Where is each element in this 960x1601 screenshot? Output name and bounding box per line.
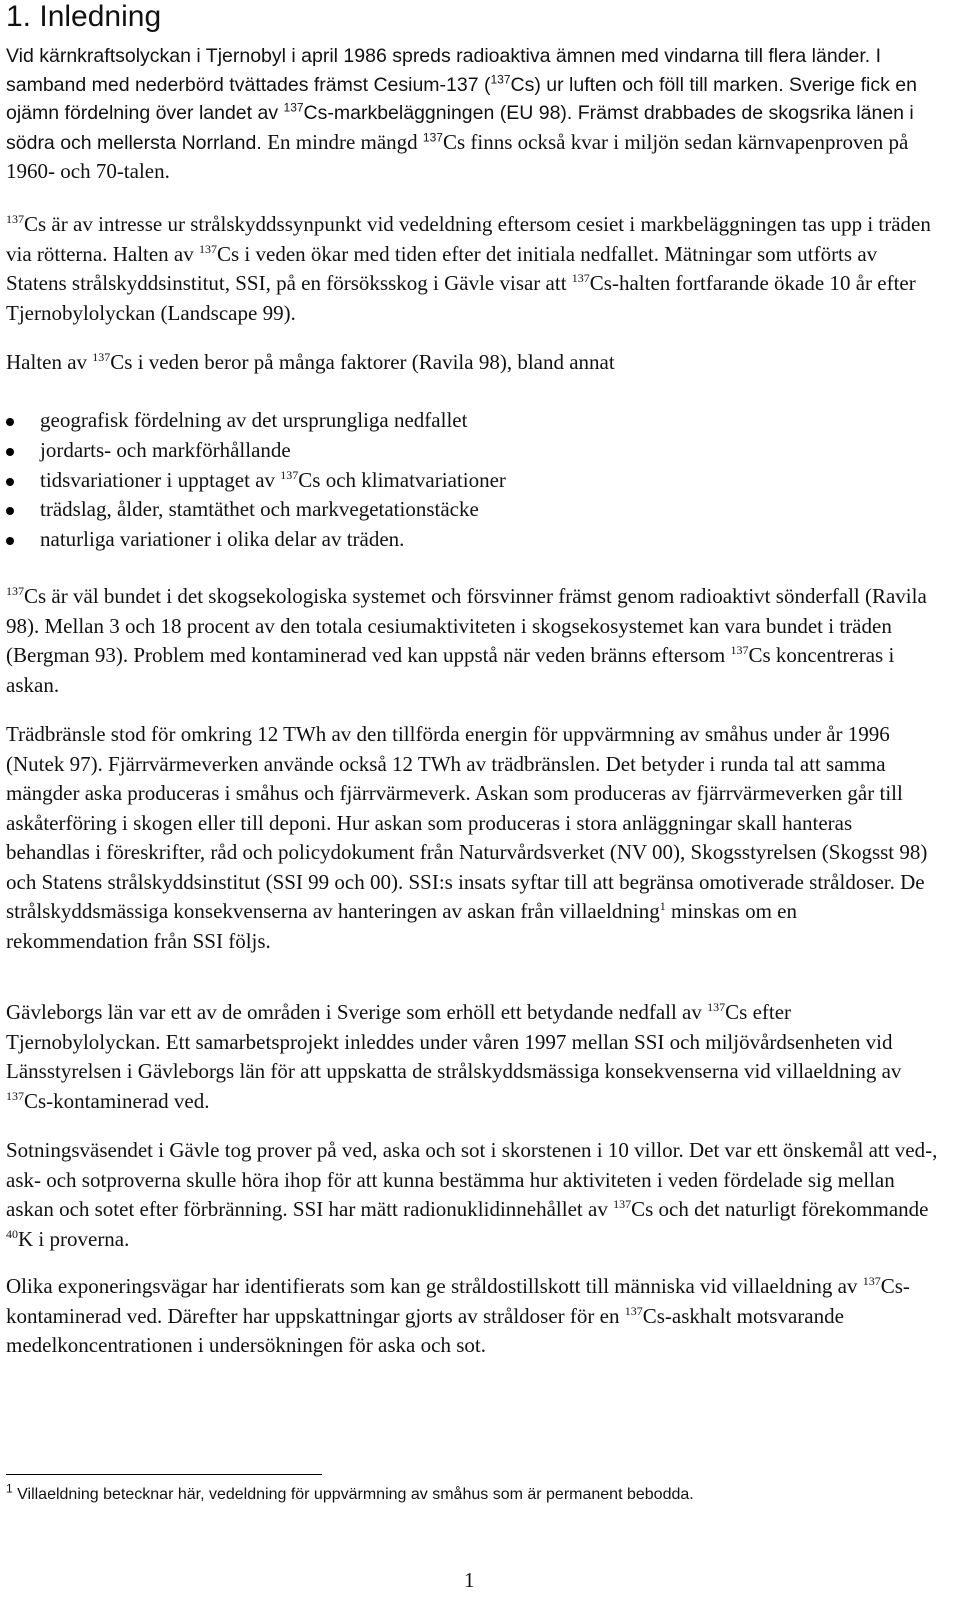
bullet-icon [6,507,14,515]
paragraph-exposure [6,1272,940,1361]
superscript: 137 [92,350,111,364]
text-run: Cs-markbeläggningen (EU 98). Främst drabbades de skogsrika länen i södra och mellersta Norrland. [6,102,914,154]
text-run: Cs koncentreras i askan. [6,643,895,697]
list-item [6,406,940,436]
list-item-text: trädslag, ålder, stamtäthet och markvegetationstäcke [40,497,479,522]
superscript: 137 [624,1303,643,1318]
paragraph-wood-fuel [6,720,940,956]
page-number: 1 [464,1568,475,1592]
text-run: Halten av [6,350,93,374]
footnote-text: Villaeldning betecknar här, vedeldning för uppvärmning av småhus som är permanent bebodda. [12,1486,694,1503]
list-item [6,466,940,496]
bullet-icon [6,448,14,456]
list-item-text: naturliga variationer i olika delar av träden. [40,527,405,552]
text-run: Cs är väl bundet i det skogsekologiska systemet och försvinner främst genom radioaktivt sönderfall (Ravila 98). Mellan 3 och 18 procent av den totala cesiumaktiviteten i skogsekosystemet kan vara bundet i träden (Bergman 93). Problem med kontaminerad ved kan uppstå när veden bränns eftersom [6,584,927,667]
text-run: Olika exponeringsvägar har identifierats som kan ge stråldostillskott till människa vid villaeldning av [6,1274,863,1298]
superscript: 137 [571,271,590,285]
superscript: 137 [707,1000,726,1014]
paragraph-gavleborg [6,998,940,1116]
superscript: 137 [6,584,24,598]
section-heading: 1. Inledning [6,0,162,33]
footnote-reference: 1 [659,899,666,913]
superscript: 137 [862,1274,881,1288]
list-item-text: jordarts- och markförhållande [40,437,291,462]
list-item-text: Cs och klimatvariationer [298,467,506,492]
paragraph-cs-interest [6,210,940,328]
factor-list [6,406,940,555]
text-run: K i proverna. [18,1226,130,1251]
text-run: minskas om en rekommendation från SSI följs. [6,899,797,953]
footnote [6,1481,694,1506]
paragraph-factors-intro [6,348,940,378]
text-run: Cs) ur luften och föll till marken. Sverige fick en ojämn fördelning över landet av [6,73,917,124]
bullet-icon [6,478,14,486]
text-run: En mindre mängd [267,129,423,154]
text-run: Gävleborgs län var ett av de områden i Sverige som erhöll ett betydande nedfall av [6,1000,708,1024]
paragraph-intro [6,42,940,187]
text-run: Cs och det naturligt förekommande [631,1197,929,1221]
text-run: Cs i veden ökar med tiden efter det initiala nedfallet. Mätningar som utförts av Statens strålskyddsinstitut, SSI, på en försöksskog i Gävle visar att [6,241,878,295]
text-run: Trädbränsle stod för omkring 12 TWh av den tillförda energin för uppvärmning av småhus under år 1996 (Nutek 97). Fjärrvärmeverken använde också 12 TWh av trädbränslen. Det betyder i runda tal att samma mängder aska produceras i småhus och fjärrvärmeverk. Askan som produceras av fjärrvärmeverken går till askåterföring i skogen eller till deponi. Hur askan som produceras i stora anläggningar skall hanteras behandlas i föreskrifter, råd och policydokument från Naturvårdsverket (NV 00), Skogsstyrelsen (Skogsst 98) och Statens strålskyddsinstitut (SSI 99 och 00). SSI:s insats syftar till att begränsa omotiverade stråldoser. De strålskyddsmässiga konsekvenserna av hanteringen av askan från villaeldning [6,722,928,923]
text-run: Vid kärnkraftsolyckan i Tjernobyl i april 1986 spreds radioaktiva ämnen med vindarna till flera länder. I samband med nederbörd tvättades främst Cesium-137 ( [6,45,882,96]
paragraph-ecosystem [6,582,940,700]
superscript: 40 [6,1226,18,1241]
text-run: Cs i veden beror på många faktorer (Ravila 98), bland annat [110,350,615,374]
text-run: Cs-halten fortfarande ökade 10 år efter Tjernobylolyckan (Landscape 99). [6,271,916,325]
bullet-icon [6,537,14,545]
text-run: Cs är av intresse ur strålskyddssynpunkt vid vedeldning eftersom cesiet i markbeläggningen tas upp i träden via rötterna. Halten av [6,212,931,266]
superscript: 137 [422,130,443,144]
superscript: 137 [490,72,511,86]
text-run: Sotningsväsendet i Gävle tog prover på ved, aska och sot i skorstenen i 10 villor. Det var ett önskemål att ved-, ask- och sotproverna skulle höra ihop för att kunna bestämma hur aktiviteten i veden fördelade sig mellan askan och sotet efter förbränning. SSI har mätt radionuklidinnehållet av [6,1138,938,1221]
paragraph-sampling [6,1136,940,1254]
text-run: Cs-askhalt motsvarande medelkoncentrationen i undersökningen för aska och sot. [6,1303,844,1357]
superscript: 137 [613,1197,632,1211]
list-item [6,436,940,466]
footnote-divider [6,1474,322,1475]
text-run: Cs-kontaminerad ved. Därefter har uppskattningar gjorts av stråldoser för en [6,1274,910,1328]
list-item [6,525,940,555]
text-run: Cs finns också kvar i miljön sedan kärnvapenproven på 1960- och 70-talen. [6,129,909,183]
list-item [6,495,940,525]
footnote-mark: 1 [6,1481,13,1496]
superscript: 137 [730,643,749,657]
bullet-icon [6,418,14,426]
superscript: 137 [283,100,304,115]
superscript: 137 [6,212,24,226]
list-item-text: geografisk fördelning av det ursprungliga nedfallet [40,408,468,432]
list-item-text: tidsvariationer i upptaget av [40,467,281,492]
superscript: 137 [6,1088,24,1103]
superscript: 137 [280,467,299,482]
text-run: Cs efter Tjernobylolyckan. Ett samarbetsprojekt inleddes under våren 1997 mellan SSI och miljövårdsenheten vid Länsstyrelsen i Gävleborgs län för att uppskatta de strålskyddsmässiga konsekvenserna vid villaeldning av [6,1000,902,1083]
superscript: 137 [199,241,217,256]
text-run: Cs-kontaminerad ved. [24,1088,210,1113]
